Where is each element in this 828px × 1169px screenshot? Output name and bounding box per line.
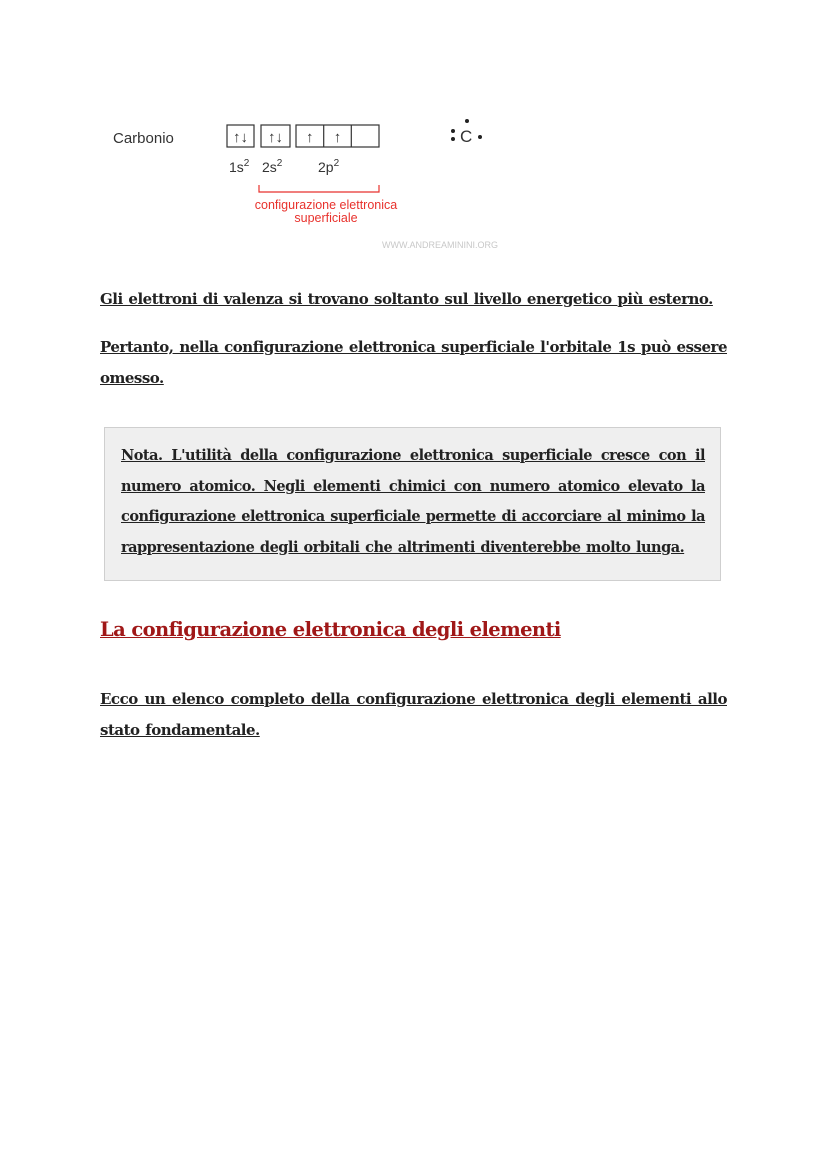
orbital-label-2p: $2p^2$ [318, 158, 340, 175]
electron-dot [451, 137, 455, 141]
caption-line-2: superficiale [294, 211, 358, 225]
caption-bracket [259, 185, 379, 192]
electron-arrow: ↑ [306, 129, 314, 146]
orbital-box-2s [261, 125, 290, 147]
paragraph-elements-list-intro: Ecco un elenco completo della configurazione elettronica degli elementi allo stato fondamentale. [100, 690, 727, 739]
element-label: Carbonio [113, 130, 174, 147]
lewis-symbol: C [460, 127, 473, 146]
watermark: WWW.ANDREAMININI.ORG [382, 240, 498, 250]
note-box [104, 427, 721, 581]
lewis-structure [451, 119, 482, 146]
orbital-label-2s: $2s^2$ [262, 158, 283, 175]
electron-dot [465, 119, 469, 123]
electron-dot [478, 135, 482, 139]
carbon-orbital-diagram [0, 0, 828, 260]
paragraph-omit-1s: Pertanto, nella configurazione elettronica superficiale l'orbitale 1s può essere omesso. [100, 338, 727, 387]
electron-arrow: ↑ [333, 129, 342, 146]
orbital-box-1s [227, 125, 254, 147]
paragraph-valence-electrons: Gli elettroni di valenza si trovano soltanto sul livello energetico più esterno. [100, 290, 713, 308]
electron-dot [451, 129, 455, 133]
electron-pair-arrows: ↑↓ [233, 129, 248, 146]
caption-line-1: configurazione elettronica [254, 198, 398, 212]
note-text: Nota. L'utilità della configurazione elettronica superficiale cresce con il numero atomico. Negli elementi chimici con numero atomico elevato la configurazione elettronica superficiale permette di accorciare al minimo la rappresentazione degli orbitali che altrimenti diventerebbe molto lunga. [121, 447, 705, 556]
orbital-box-2p [296, 125, 379, 147]
electron-pair-arrows: ↑↓ [268, 129, 283, 146]
orbital-label-1s: $1s^2$ [229, 158, 250, 175]
section-heading[interactable]: La configurazione elettronica degli elementi [100, 618, 561, 641]
